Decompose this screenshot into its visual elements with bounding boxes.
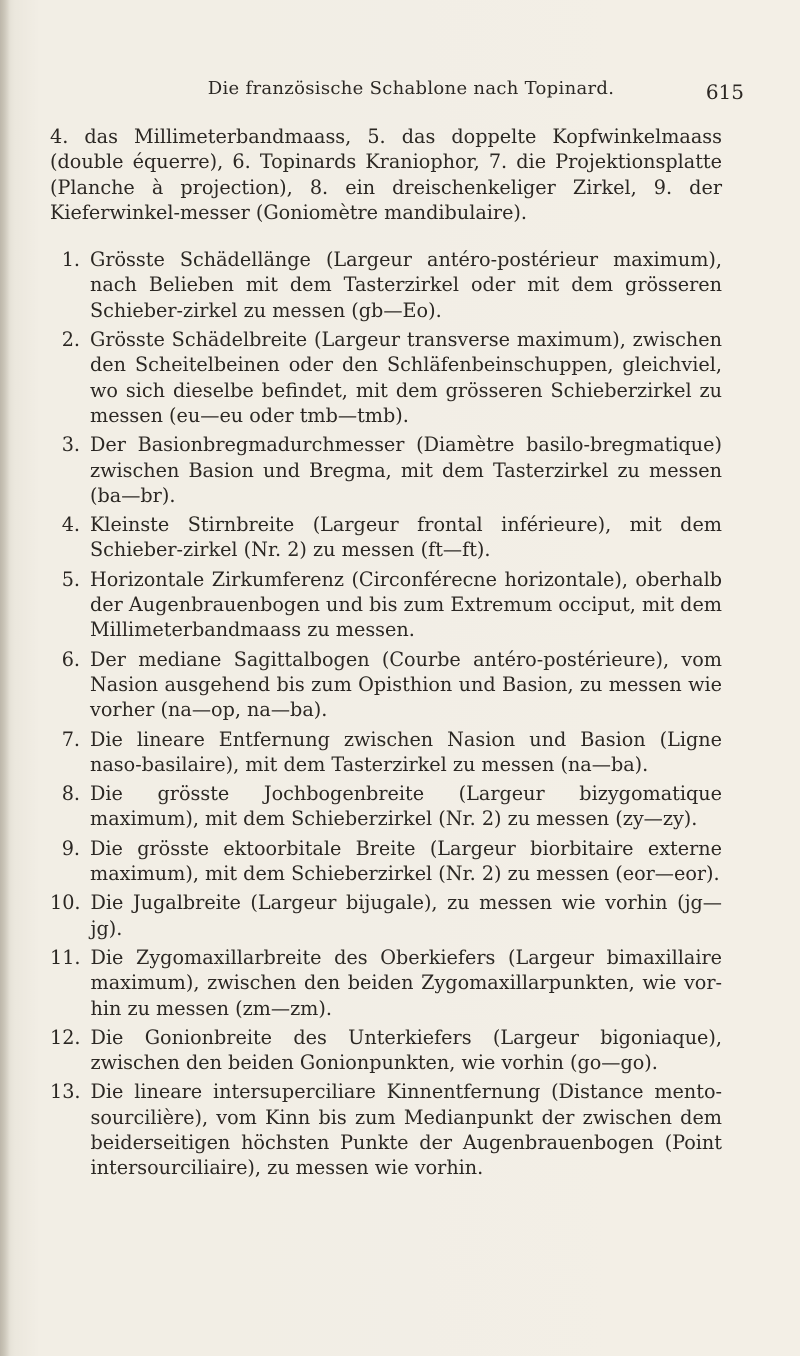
item-text: Horizontale Zirkumferenz (Circonférecne horizontale), oberhalb der Augenbrauenbogen und bis zum Extremum occiput, mit dem Millimeterbandmaass zu messen. — [90, 567, 722, 642]
list-item — [50, 647, 722, 723]
item-text: Der mediane Sagittalbogen (Courbe antéro-postérieure), vom Nasion ausgehend bis zum Opisthion und Basion, zu messen wie vorher (na—op, na—ba). — [90, 647, 722, 722]
list-item — [50, 1079, 722, 1180]
measurement-list — [50, 247, 722, 1180]
item-number: 11. — [50, 945, 81, 969]
item-text: Die Jugalbreite (Largeur bijugale), zu messen wie vorhin (jg—jg). — [90, 891, 722, 940]
item-number: 10. — [50, 891, 81, 915]
list-item — [50, 247, 722, 323]
item-text: Grösste Schädellänge (Largeur antéro-postérieur maximum), nach Belieben mit dem Tasterzirkel oder mit dem grösseren Schieber-zirkel zu messen (gb—Eo). — [90, 248, 722, 322]
list-item — [50, 432, 722, 508]
list-item — [50, 727, 722, 778]
list-item — [50, 327, 722, 428]
list-item — [50, 1025, 722, 1076]
item-text: Die Zygomaxillarbreite des Oberkiefers (Largeur bimaxillaire maximum), zwischen den beiden Zygomaxillarpunkten, wie vor-hin zu messen (zm—zm). — [90, 945, 722, 1020]
item-number: 4. — [61, 513, 80, 537]
item-number: 9. — [61, 836, 80, 860]
item-text: Grösste Schädelbreite (Largeur transverse maximum), zwischen den Scheitelbeinen oder den Schläfenbeinschuppen, gleichviel, wo sich dieselbe befindet, mit dem grösseren Schieberzirkel zu messen (eu—eu oder tmb—tmb). — [90, 328, 722, 427]
gutter-shadow — [0, 0, 10, 1356]
item-text: Die lineare intersuperciliare Kinnentfernung (Distance mento-sourcilière), vom Kinn bis zum Medianpunkt der zwischen dem beiderseitigen höchsten Punkte der Augenbrauenbogen (Point intersourciliaire), zu messen wie vorhin. — [90, 1080, 722, 1180]
list-item — [50, 567, 722, 643]
list-item — [50, 781, 722, 832]
item-text: Die grösste Jochbogenbreite (Largeur bizygomatique maximum), mit dem Schieberzirkel (Nr. 2) zu messen (zy—zy). — [90, 782, 722, 831]
list-item — [50, 512, 722, 563]
intro-paragraph: 4. das Millimeterbandmaass, 5. das doppelte Kopfwinkelmaass (double équerre), 6. Topinards Kraniophor, 7. die Projektionsplatte (Planche à projection), 8. ein dreischenkeliger Zirkel, 9. der Kieferwinkel-messer (Goniomètre mandibulaire). — [50, 125, 722, 224]
item-number: 7. — [61, 727, 80, 751]
item-text: Die grösste ektoorbitale Breite (Largeur biorbitaire externe maximum), mit dem Schieberzirkel (Nr. 2) zu messen (eor—eor). — [90, 836, 722, 886]
list-item — [50, 836, 722, 887]
page-header — [50, 78, 772, 108]
item-text: Kleinste Stirnbreite (Largeur frontal inférieure), mit dem Schieber-zirkel (Nr. 2) zu messen (ft—ft). — [90, 513, 722, 562]
item-number: 12. — [50, 1025, 81, 1049]
item-number: 6. — [61, 647, 80, 671]
item-number: 8. — [61, 782, 80, 806]
list-item — [50, 890, 722, 941]
item-number: 5. — [61, 567, 80, 591]
item-number: 3. — [61, 433, 80, 457]
item-text: Der Basionbregmadurchmesser (Diamètre basilo-bregmatique) zwischen Basion und Bregma, mit dem Tasterzirkel zu messen (ba—br). — [90, 433, 722, 507]
item-number: 1. — [61, 248, 80, 272]
page-number: 615 — [705, 80, 744, 104]
item-text: Die lineare Entfernung zwischen Nasion und Basion (Ligne naso-basilaire), mit dem Tasterzirkel zu messen (na—ba). — [90, 727, 722, 776]
item-text: Die Gonionbreite des Unterkiefers (Largeur bigoniaque), zwischen den beiden Gonionpunkten, wie vorhin (go—go). — [90, 1025, 722, 1075]
page-body — [50, 124, 722, 1185]
running-title: Die französische Schablone nach Topinard. — [207, 78, 615, 99]
item-number: 2. — [61, 328, 80, 352]
list-item — [50, 945, 722, 1021]
item-number: 13. — [50, 1080, 81, 1104]
